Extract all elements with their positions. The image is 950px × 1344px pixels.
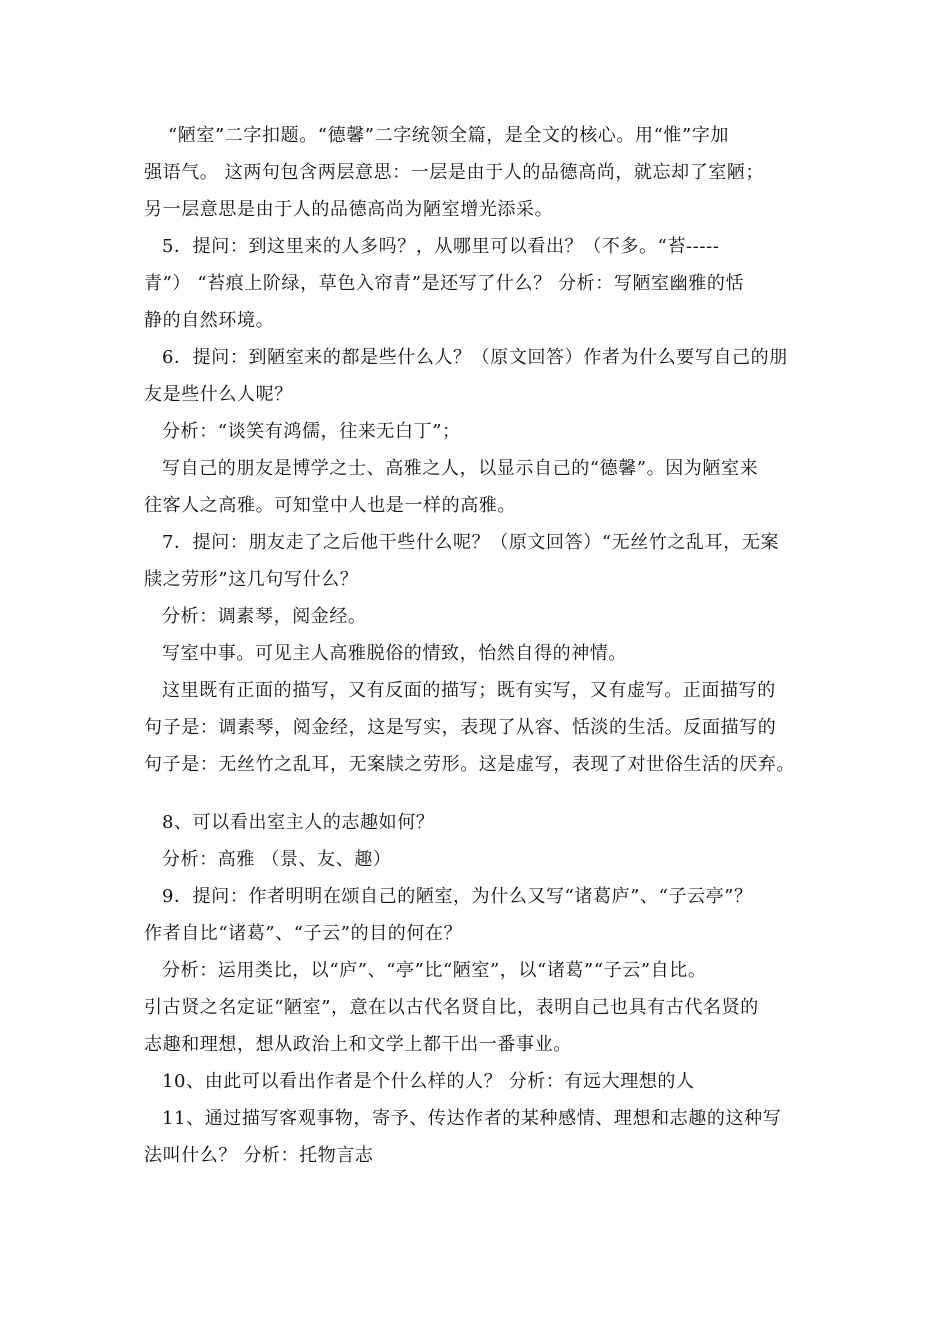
text-line: 牍之劳形”这几句写什么？ (144, 569, 359, 590)
text-line: 另一层意思是由于人的品德高尚为陋室增光添采。 (144, 199, 554, 220)
text-line: 句子是：调素琴，阅金经，这是写实，表现了从容、恬淡的生活。反面描写的 (144, 717, 777, 738)
text-line: 7．提问：朋友走了之后他干些什么呢？（原文回答）“无丝竹之乱耳，无案 (162, 532, 780, 553)
text-line: 句子是：无丝竹之乱耳，无案牍之劳形。这是虚写，表现了对世俗生活的厌弃。 (144, 754, 795, 775)
text-line: 分析：调素琴，阅金经。 (162, 606, 367, 627)
text-line: 写室中事。可见主人高雅脱俗的情致，怡然自得的神情。 (162, 643, 627, 664)
text-line: 分析：高雅 （景、友、趣） (162, 849, 392, 870)
text-line: 11、通过描写客观事物，寄予、传达作者的某种感情、理想和志趣的这种写 (162, 1108, 782, 1129)
text-line: 静的自然环境。 (144, 310, 275, 331)
text-line: 10、由此可以看出作者是个什么样的人？ 分析：有远大理想的人 (162, 1071, 695, 1092)
text-line: 6．提问：到陋室来的都是些什么人？（原文回答）作者为什么要写自己的朋 (162, 347, 788, 368)
text-line: 青”） “苔痕上阶绿，草色入帘青”是还写了什么？ 分析：写陋室幽雅的恬 (144, 273, 745, 294)
text-line: 8、可以看出室主人的志趣如何？ (162, 812, 435, 833)
text-line: 写自己的朋友是博学之士、高雅之人，以显示自己的“德馨”。因为陋室来 (162, 458, 759, 479)
text-line: 志趣和理想，想从政治上和文学上都干出一番事业。 (144, 1034, 572, 1055)
text-line: 强语气。 这两句包含两层意思：一层是由于人的品德高尚，就忘却了室陋； (144, 162, 765, 183)
text-line: 9．提问：作者明明在颂自己的陋室，为什么又写“诸葛庐”、“子云亭”？ (162, 886, 753, 907)
text-line: “陋室”二字扣题。“德馨”二字统领全篇，是全文的核心。用“惟”字加 (168, 125, 730, 146)
text-line: 往客人之高雅。可知堂中人也是一样的高雅。 (144, 495, 516, 516)
text-line: 这里既有正面的描写，又有反面的描写；既有实写，又有虚写。正面描写的 (162, 680, 776, 701)
text-line: 分析：运用类比，以“庐”、“亭”比“陋室”，以“诸葛”“子云”自比。 (162, 960, 707, 981)
text-line: 引古贤之名定证“陋室”，意在以古代名贤自比，表明自己也具有古代名贤的 (144, 997, 759, 1018)
text-line: 分析：“谈笑有鸿儒，往来无白丁”； (162, 421, 461, 442)
text-line: 法叫什么？ 分析：托物言志 (144, 1145, 374, 1166)
text-line: 5．提问：到这里来的人多吗？，从哪里可以看出？（不多。“苔----- (162, 236, 720, 257)
text-line: 作者自比“诸葛”、“子云”的目的何在？ (144, 923, 463, 944)
text-line: 友是些什么人呢？ (144, 384, 293, 405)
